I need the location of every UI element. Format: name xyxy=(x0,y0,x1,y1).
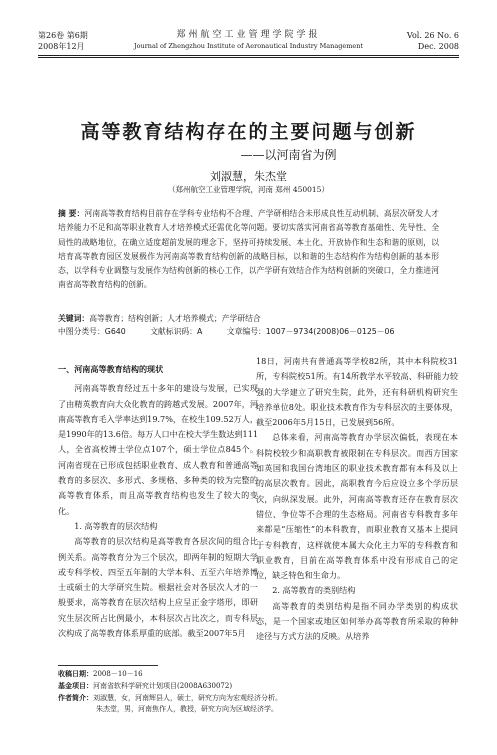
running-header-left xyxy=(38,30,88,52)
received-date: 收稿日期：2008－10－16 xyxy=(58,669,143,678)
fund-project: 基金项目：河南省软科学研究计划项目(2008A630072) xyxy=(58,681,233,690)
footnote xyxy=(58,668,459,715)
document-code: 文献标识码：A xyxy=(150,327,203,336)
classification-line xyxy=(58,325,439,338)
running-header-center xyxy=(120,30,377,52)
abstract xyxy=(58,207,439,293)
subsection-heading: 2. 高等教育的类别结构 xyxy=(272,585,356,596)
clc-number: 中图分类号：G640 xyxy=(58,327,126,336)
author-names: 刘淑慧，朱杰堂 xyxy=(210,170,287,183)
body-left-column xyxy=(58,354,258,641)
journal-name-en: Journal of Zhengzhou Institute of Aeronautical Industry Management xyxy=(133,42,364,50)
author-affiliation: （郑州航空工业管理学院，河南 郑州 450015） xyxy=(168,185,329,194)
abstract-text: 河南高等教育结构目前存在学科专业结构不合理、产学研相结合未形成良性互动机制、高层次研发人才培养能力不足和高等职业教育人才培养模式还需优化等问题。要切实落实河南省高等教育基础性、先导性、全局性的战略地位，在确立适度超前发展的理念下，坚持可持续发展、本土化、开放协作和生态和谐的原则，以培育高等教育园区发展极作为河南高等教育结构创新的战略目标，以和谐的生态结构作为结构创新的基本形态，以学科专业调整与发展作为结构创新的核心工作，以产学研有效结合作为结构创新的突破口，全力推进河南省高等教育结构的创新。 xyxy=(58,209,440,290)
paragraph: 高等教育的层次结构是高等教育各层次间的组合比例关系。高等教育分为三个层次，即两年制的短期大学或专科学校、四至五年制的大学本科、五至六年培养博士或硕士的大学研究生院。根据社会对各层次人才的一般要求，高等教育在层次结构上应呈正金字塔形，即研究生层次所占比例最小，本科层次占比次之，而专科层次构成了高等教育体系厚重的底部。截至2007年5月 xyxy=(58,536,258,639)
paragraph: 高等教育的类别结构是指不同办学类别的构成状态，是一个国家或地区如何举办高等教育所采取的种种途径与方式方法的反映。从培养 xyxy=(256,600,458,642)
author-bio: 作者简介：刘淑慧，女，河南辉县人，硕士，研究方向为宏观经济分析。 xyxy=(58,693,282,702)
keywords-text: 高等教育；结构创新；人才培养模式；产学研结合 xyxy=(89,314,261,323)
header-rule xyxy=(38,55,459,56)
footnote-rule xyxy=(58,665,158,666)
subsection-heading: 1. 高等教育的层次结构 xyxy=(74,520,158,531)
header-rule-thin xyxy=(38,57,459,58)
abstract-label: 摘 要： xyxy=(58,209,85,218)
paragraph: 总体来看，河南高等教育办学层次偏低，表现在本科院校较少和高职教育被限制在专科层次。而西方国家如英国和我国台湾地区的职业技术教育都有本科及以上的高层次教育。因此，高职教育今后应设立多个学历层次，向纵深发展。此外，河南高等教育还存在教育层次错位、争位等不合理的生态格局。河南省专科教育多年来都是“压缩性”的本科教育，而职业教育又基本上提同于专科教育，这样就使本属大众化主力军的专科教育和职业教育，目前在高等教育体系中没有形成自己的定位，缺乏特色和生命力。 xyxy=(256,432,458,581)
paragraph: 18日，河南共有普通高等学校82所，其中本科院校31所，专科院校51所。有14所教学水平较高、科研能力较强的大学建立了研究生院，此外，还有科研机构研究生培养单位8处。职业技术教育作为专科层次的主要体现，截至2006年5月15日，已发展到56所。 xyxy=(256,356,458,428)
keywords xyxy=(58,312,439,325)
publication-date-en: Dec. 2008 xyxy=(417,42,459,51)
body-right-column xyxy=(256,354,458,645)
author-bio-2: 朱杰堂，男，河南焦作人，教授，研究方向为区域经济学。 xyxy=(96,705,278,713)
article-number: 文章编号：1007－9734(2008)06－0125－06 xyxy=(226,327,395,336)
section-heading: 一、河南高等教育结构的现状 xyxy=(58,364,164,374)
paragraph: 河南高等教育经过五十多年的建设与发展，已实现了由精英教育向大众化教育的跨越式发展。2007年，河南高等教育毛入学率达到19.7%，在校生109.52万人，是1990年的13.6倍。每万人口中在校大学生数达到111人，全省高校博士学位点107个，硕士学位点845个。河南省现在已形成包括职业教育、成人教育和普通高等教育的多层次、多形式、多规格、多种类的较为完整的高等教育体系，而且高等教育结构也发生了较大的变化。 xyxy=(58,383,258,516)
volume-issue: 第26卷 第6期 xyxy=(38,31,88,40)
volume-issue-en: Vol. 26 No. 6 xyxy=(406,31,459,40)
journal-name-cn: 郑州航空工业管理学院学报 xyxy=(176,30,321,40)
running-header-right xyxy=(407,30,459,52)
publication-date: 2008年12月 xyxy=(38,42,85,51)
keywords-label: 关键词： xyxy=(58,314,90,323)
article-title: 高等教育结构存在的主要问题与创新 xyxy=(80,121,417,143)
article-subtitle: ——以河南省为例 xyxy=(240,148,337,162)
